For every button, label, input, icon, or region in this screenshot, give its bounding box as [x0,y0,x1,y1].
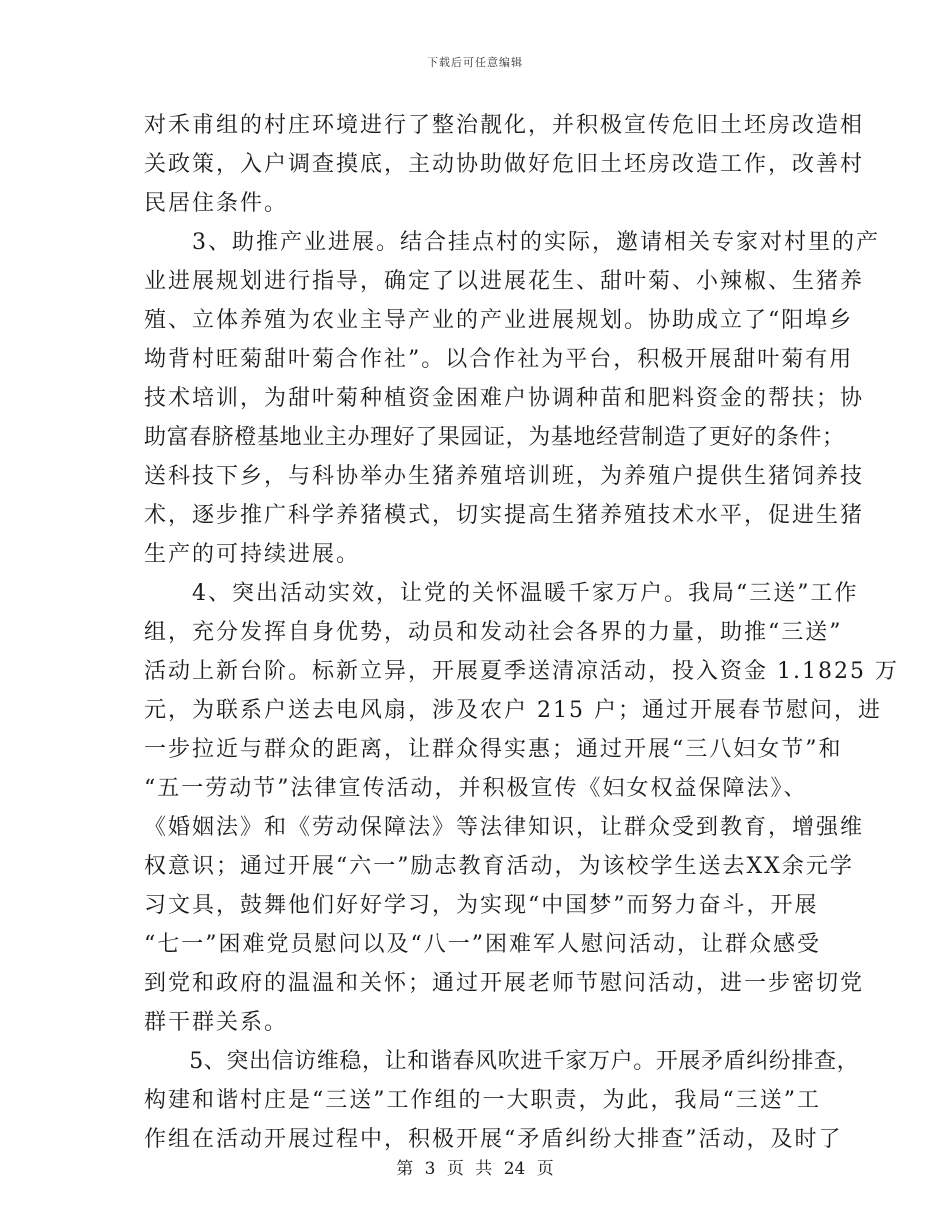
text-line: 4、突出活动实效，让党的关怀温暖千家万户。我局“三送”工作 [144,581,859,606]
text-line: 关政策，入户调查摸底，主动协助做好危旧土坯房改造工作，改善村 [144,152,865,177]
text-line: 作组在活动开展过程中，积极开展“矛盾纠纷大排查”活动，及时了 [144,1127,843,1152]
page-number: 第 3 页 共 24 页 [396,1159,554,1179]
text-line: 3、助推产业进展。结合挂点村的实际，邀请相关专家对村里的产 [144,230,880,255]
text-line: 助富春脐橙基地业主办理好了果园证，为基地经营制造了更好的条件； [144,425,845,450]
text-line: 构建和谐村庄是“三送”工作组的一大职责，为此，我局“三送”工 [144,1088,821,1113]
text-line: 业进展规划进行指导，确定了以进展花生、甜叶菊、小辣椒、生猪养 [144,269,865,294]
text-line: “七一”困难党员慰问以及“八一”困难军人慰问活动，让群众感受 [144,932,821,957]
text-line: 对禾甫组的村庄环境进行了整治靓化，并积极宣传危旧土坯房改造相 [144,113,865,138]
text-line: 送科技下乡，与科协举办生猪养殖培训班，为养殖户提供生猪饲养技 [144,464,865,489]
text-line: “五一劳动节”法律宣传活动，并积极宣传《妇女权益保障法》、 [144,776,808,801]
text-line: 民居住条件。 [144,191,289,216]
text-line: 习文具，鼓舞他们好好学习，为实现“中国梦”而努力奋斗，开展 [144,893,819,918]
text-line: 生产的可持续进展。 [144,542,361,567]
text-line: 元，为联系户送去电风扇，涉及农户 215 户；通过开展春节慰问，进 [144,698,882,723]
text-line: 技术培训，为甜叶菊种植资金困难户协调种苗和肥料资金的帮扶；协 [144,386,865,411]
text-line: 一步拉近与群众的距离，让群众得实惠；通过开展“三八妇女节”和 [144,737,843,762]
text-line: 活动上新台阶。标新立异，开展夏季送清凉活动，投入资金 1.1825 万 [144,659,899,684]
text-line: 权意识；通过开展“六一”励志教育活动，为该校学生送去XX余元学 [144,854,854,879]
text-line: 坳背村旺菊甜叶菊合作社”。以合作社为平台，积极开展甜叶菊有用 [144,347,854,372]
document-body [144,106,899,1159]
text-line: 《婚姻法》和《劳动保障法》等法律知识，让群众受到教育，增强维 [144,815,865,840]
text-line: 群干群关系。 [144,1010,289,1035]
text-line: 术，逐步推广科学养猪模式，切实提高生猪养殖技术水平，促进生猪 [144,503,865,528]
text-line: 到党和政府的温温和关怀；通过开展老师节慰问活动，进一步密切党 [144,971,865,996]
page-header: 下载后可任意编辑 [427,56,523,69]
text-line: 殖、立体养殖为农业主导产业的产业进展规划。协助成立了“阳埠乡 [144,308,854,333]
text-line: 组，充分发挥自身优势，动员和发动社会各界的力量，助推“三送” [144,620,843,645]
text-line: 5、突出信访维稳，让和谐春风吹进千家万户。开展矛盾纠纷排查， [144,1049,860,1074]
